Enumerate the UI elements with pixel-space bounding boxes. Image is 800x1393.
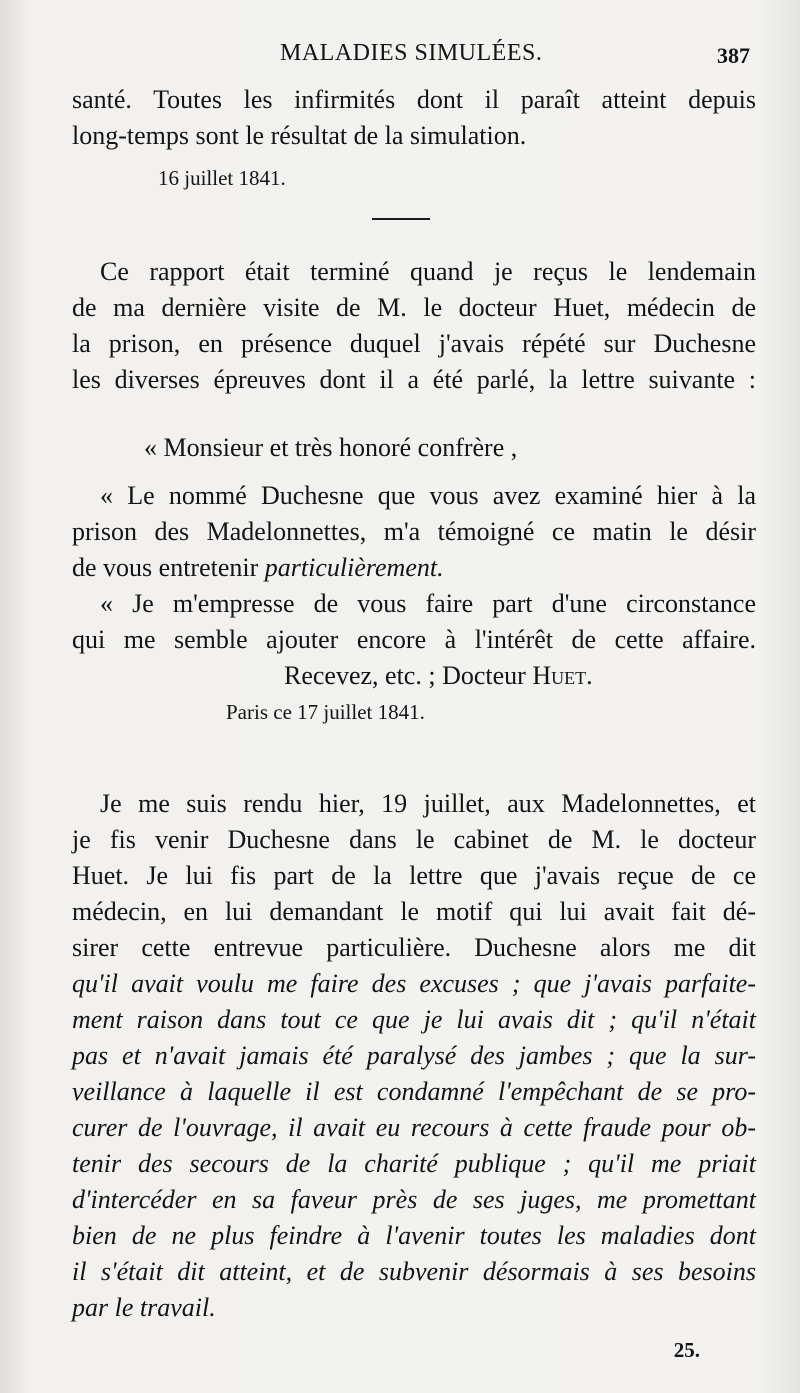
signatory-name: Huet. <box>532 661 593 690</box>
quoted-letter <box>72 430 756 730</box>
italic-line: d'intercéder en sa faveur près de ses juges, me promettant <box>72 1185 756 1214</box>
text-line: prison des Madelonnettes, m'a témoigné ce matin le désir <box>72 517 756 546</box>
italic-line: bien de ne plus feindre à l'avenir toutes les maladies dont <box>72 1221 756 1250</box>
italic-line: veillance à laquelle il est condamné l'empêchant de se pro- <box>72 1077 756 1106</box>
text-line: long-temps sont le résultat de la simulation. <box>72 121 527 150</box>
text-line: les diverses épreuves dont il a été parlé, la lettre suivante : <box>72 365 756 394</box>
text-line: « Le nommé Duchesne que vous avez examiné hier à la <box>100 481 756 510</box>
signature-mark: 25. <box>673 1338 700 1362</box>
italic-line: pas et n'avait jamais été paralysé des jambes ; que la sur- <box>72 1041 756 1070</box>
italic-line: tenir des secours de la charité publique ; qu'il me priait <box>72 1149 756 1178</box>
letter-date: Paris ce 17 juillet 1841. <box>226 700 425 724</box>
text-line: de ma dernière visite de M. le docteur Huet, médecin de <box>72 293 756 322</box>
italic-line: curer de l'ouvrage, il avait eu recours à cette fraude pour ob- <box>72 1113 756 1142</box>
report-date: 16 juillet 1841. <box>158 166 286 190</box>
paragraph-conclusion <box>72 82 756 196</box>
italic-run: particulièrement. <box>264 553 444 582</box>
closing-text: Recevez, etc. ; Docteur <box>284 661 533 690</box>
text-line: santé. Toutes les infirmités dont il paraît atteint depuis <box>72 85 756 114</box>
section-divider <box>372 218 430 220</box>
running-title: MALADIES SIMULÉES. <box>280 40 543 66</box>
page-header <box>0 40 800 80</box>
text-line: je fis venir Duchesne dans le cabinet de M. le docteur <box>72 825 756 854</box>
text-line: la prison, en présence duquel j'avais répété sur Duchesne <box>72 329 756 358</box>
text-run: de vous entretenir <box>72 553 265 582</box>
text-line: sirer cette entrevue particulière. Duchesne alors me dit <box>72 933 756 962</box>
text-line: Ce rapport était terminé quand je reçus le lendemain <box>100 257 756 286</box>
text-line: Huet. Je lui fis part de la lettre que j'avais reçue de ce <box>72 861 756 890</box>
italic-line: il s'était dit atteint, et de subvenir désormais à ses besoins <box>72 1257 756 1286</box>
text-line: « Je m'empresse de vous faire part d'une circonstance <box>100 589 756 618</box>
page-number: 387 <box>717 43 750 68</box>
text-line: médecin, en lui demandant le motif qui lui avait fait dé- <box>72 897 756 926</box>
italic-line: qu'il avait voulu me faire des excuses ; que j'avais parfaite- <box>72 969 756 998</box>
text-line <box>72 550 756 586</box>
text-line: Je me suis rendu hier, 19 juillet, aux Madelonnettes, et <box>100 789 756 818</box>
paragraph-intro-letter <box>72 254 756 398</box>
italic-line: ment raison dans tout ce que je lui avais dit ; qu'il n'était <box>72 1005 756 1034</box>
letter-closing <box>72 658 756 694</box>
paragraph-visit <box>72 786 756 1326</box>
text-line: qui me semble ajouter encore à l'intérêt de cette affaire. <box>72 625 756 654</box>
italic-line: par le travail. <box>72 1293 216 1322</box>
letter-salutation: « Monsieur et très honoré confrère , <box>144 433 518 462</box>
